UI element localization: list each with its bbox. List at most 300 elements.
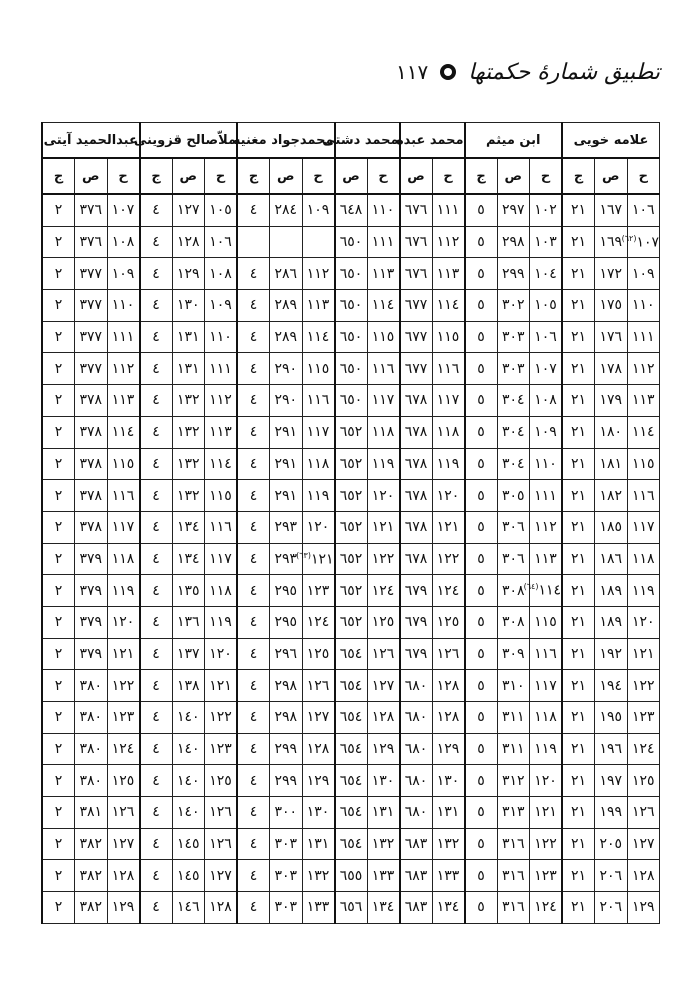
footnote-marker: (٦٤) <box>523 582 539 592</box>
cell-value: ٦٥٦ <box>339 899 363 916</box>
cell-value: ٢٩٣ <box>274 519 298 536</box>
cell-value: ٣٧٨ <box>79 487 103 504</box>
table-cell <box>497 258 530 290</box>
table-cell <box>302 194 335 226</box>
cell-value: ١٣٢ <box>306 867 330 884</box>
table-cell <box>432 733 465 765</box>
table-cell <box>107 828 140 860</box>
table-cell <box>42 353 75 385</box>
cell-value: ١٢١ <box>436 519 460 536</box>
table-cell <box>335 416 368 448</box>
cell-value: ١٢٧ <box>111 836 135 853</box>
cell-value: ٤ <box>152 614 160 631</box>
table-cell <box>237 670 270 702</box>
cell-value: ١٤٥ <box>176 867 200 884</box>
table-cell <box>205 797 238 829</box>
cell-value: ١١٧ <box>306 424 330 441</box>
cell-value: ١١٦ <box>306 392 330 409</box>
cell-value: ٤ <box>249 741 258 758</box>
cell-value: ١٠٩ <box>534 424 557 441</box>
table-cell <box>205 448 238 480</box>
cell-value: ١٤٠ <box>176 772 200 789</box>
table-cell <box>42 226 75 258</box>
cell-value: ٢ <box>54 899 63 916</box>
table-cell <box>205 385 238 417</box>
cell-value: ٢١ <box>570 487 587 504</box>
table-cell <box>107 638 140 670</box>
table-cell <box>400 606 433 638</box>
table-cell <box>497 860 530 892</box>
table-cell <box>302 638 335 670</box>
cell-value: ٥ <box>477 677 485 694</box>
cell-value: ٦٨٠ <box>404 772 428 789</box>
cell-value: ٥ <box>477 392 485 409</box>
table-cell <box>270 226 303 258</box>
table-cell <box>335 638 368 670</box>
cell-value: ٥ <box>477 709 485 726</box>
table-cell <box>465 797 498 829</box>
cell-value: ١٢٣ <box>631 709 655 726</box>
table-cell <box>465 480 498 512</box>
table-cell <box>335 385 368 417</box>
table-cell <box>367 638 400 670</box>
cell-value: ٦٨٠ <box>404 804 428 821</box>
cell-value: ٢٩١ <box>274 455 298 472</box>
table-cell <box>627 194 660 226</box>
cell-value: ٢٨٩ <box>274 297 298 314</box>
cell-value: ١٨٩ <box>599 614 623 631</box>
cell-value: ٤ <box>152 741 160 758</box>
column-header: ص <box>497 158 530 194</box>
table-cell <box>432 448 465 480</box>
table-cell <box>335 575 368 607</box>
table-cell <box>595 892 628 924</box>
cell-value: ٣١٣ <box>501 804 525 821</box>
table-cell <box>42 321 75 353</box>
cell-value: ٤ <box>249 582 258 599</box>
table-cell <box>302 511 335 543</box>
table-cell <box>530 353 563 385</box>
table-cell <box>530 828 563 860</box>
cell-value: ٣٨٢ <box>79 899 103 916</box>
table-cell <box>75 480 108 512</box>
cell-value: ١١٦ <box>534 645 557 662</box>
cell-value: ١٢٥ <box>436 614 460 631</box>
table-cell <box>621 226 660 258</box>
table-cell <box>335 258 368 290</box>
table-cell <box>465 575 498 607</box>
cell-value: ٤ <box>152 772 160 789</box>
cell-value: ١٢٣ <box>534 867 557 884</box>
table-cell <box>562 543 595 575</box>
cell-value: ٢١ <box>570 550 587 567</box>
cell-value: ٢ <box>54 804 63 821</box>
table-cell <box>367 733 400 765</box>
cell-value: ١١٩ <box>111 582 135 599</box>
cell-value: ١٢٠ <box>306 519 330 536</box>
table-cell <box>400 670 433 702</box>
cell-value: ١٢٨ <box>371 709 395 726</box>
cell-value: ١٢٣ <box>209 741 232 758</box>
table-cell <box>270 702 303 734</box>
table-cell <box>237 511 270 543</box>
table-cell <box>432 543 465 575</box>
table-cell <box>205 226 238 258</box>
cell-value: ١٢٢ <box>209 709 232 726</box>
cell-value: ٢١ <box>570 360 587 377</box>
table-cell <box>42 416 75 448</box>
table-cell <box>270 860 303 892</box>
table-cell <box>140 226 173 258</box>
cell-value: ٢ <box>54 582 63 599</box>
table-cell <box>107 258 140 290</box>
table-cell <box>270 828 303 860</box>
table-row <box>42 385 660 417</box>
table-cell <box>302 892 335 924</box>
cell-value: ٣٨٠ <box>79 741 103 758</box>
table-cell <box>302 258 335 290</box>
cell-value: ٦٥٤ <box>339 836 363 853</box>
cell-value: ٦٨٣ <box>404 899 428 916</box>
cell-value: ١٠٧ <box>534 360 557 377</box>
cell-value: ١١٤ <box>631 424 655 441</box>
table-cell <box>75 511 108 543</box>
table-cell <box>627 543 660 575</box>
cell-value: ٤ <box>249 772 258 789</box>
table-cell <box>237 828 270 860</box>
table-row <box>42 258 660 290</box>
cell-value: ٦٥٤ <box>339 677 363 694</box>
cell-value: ١٣١ <box>306 836 330 853</box>
table-cell <box>432 290 465 322</box>
cell-value: ٤ <box>152 645 160 662</box>
cell-value: ١١٠ <box>371 202 395 219</box>
table-cell <box>627 353 660 385</box>
table-cell <box>172 797 205 829</box>
cell-value: ١١٤ <box>538 582 561 599</box>
table-cell <box>562 416 595 448</box>
cell-value: ٢١ <box>570 582 587 599</box>
cell-value: ١١٨ <box>534 709 557 726</box>
table-cell <box>400 765 433 797</box>
cell-value: ١٢١ <box>371 519 395 536</box>
cell-value: ٥ <box>477 645 485 662</box>
cell-value: ١٢٢ <box>631 677 655 694</box>
table-cell <box>75 290 108 322</box>
table-cell <box>367 543 400 575</box>
table-cell <box>595 828 628 860</box>
cell-value: ٢١ <box>570 677 587 694</box>
column-header: ص <box>172 158 205 194</box>
table-cell <box>140 448 173 480</box>
table-cell <box>237 353 270 385</box>
cell-value: ١١٣ <box>371 265 395 282</box>
column-header: ص <box>270 158 303 194</box>
cell-value: ٦٧٧ <box>404 297 428 314</box>
table-cell <box>42 797 75 829</box>
table-cell <box>140 258 173 290</box>
table-cell <box>42 290 75 322</box>
table-cell <box>205 194 238 226</box>
table-cell <box>140 638 173 670</box>
table-cell <box>627 828 660 860</box>
table-cell <box>595 385 628 417</box>
table-cell <box>497 480 530 512</box>
table-row <box>42 575 660 607</box>
cell-value: ١١٢ <box>631 360 655 377</box>
table-cell <box>75 638 108 670</box>
cell-value: ١١٧ <box>371 392 395 409</box>
table-cell <box>465 385 498 417</box>
footnote-marker: (٦٣) <box>296 550 311 560</box>
cell-value: ٣٠٣ <box>501 329 525 346</box>
cell-value: ٢١ <box>570 265 587 282</box>
cell-value: ١٠٨ <box>209 265 232 282</box>
cell-value: ١٧٢ <box>599 265 623 282</box>
cell-value: ١٢٧ <box>306 709 330 726</box>
column-header: ص <box>595 158 628 194</box>
table-row <box>42 353 660 385</box>
cell-value: ٢ <box>54 645 63 662</box>
cell-value: ٢ <box>54 392 63 409</box>
cell-value: ١٢٩ <box>631 899 655 916</box>
table-cell <box>107 606 140 638</box>
cell-value: ١٢٢ <box>111 677 135 694</box>
cell-value: ١٨١ <box>599 455 623 472</box>
cell-value: ١٢٩ <box>176 265 200 282</box>
table-cell <box>107 448 140 480</box>
cell-value: ٣١٦ <box>501 867 525 884</box>
cell-value: ٦٥٢ <box>339 614 363 631</box>
cell-value: ١٧٨ <box>599 360 623 377</box>
cell-value: ٣٨١ <box>79 804 103 821</box>
table-cell <box>270 638 303 670</box>
table-cell <box>172 385 205 417</box>
table-cell <box>465 638 498 670</box>
group-header: محمد عبده <box>400 123 465 159</box>
cell-value: ١٠٧ <box>636 234 659 251</box>
table-cell <box>172 892 205 924</box>
cell-value: ١٣٢ <box>176 392 200 409</box>
table-cell <box>595 353 628 385</box>
cell-value: ٣٠٨ <box>501 582 525 599</box>
cell-value: ٤ <box>152 867 160 884</box>
table-cell <box>595 733 628 765</box>
cell-value: ٢١ <box>570 234 587 251</box>
cell-value: ٢١ <box>570 804 587 821</box>
cell-value: ١٨٦ <box>599 550 623 567</box>
table-cell <box>432 575 465 607</box>
cell-value: ١٢٤ <box>371 582 395 599</box>
cell-value: ١٣٤ <box>176 550 200 567</box>
table-cell <box>530 797 563 829</box>
table-cell <box>172 258 205 290</box>
table-cell <box>562 606 595 638</box>
table-cell <box>432 797 465 829</box>
table-cell <box>400 448 433 480</box>
cell-value: ١١٤ <box>306 329 330 346</box>
cell-value: ٤ <box>249 899 258 916</box>
cell-value: ٢٩١ <box>274 487 298 504</box>
table-cell <box>270 448 303 480</box>
cell-value: ٢١ <box>570 741 587 758</box>
table-cell <box>335 892 368 924</box>
table-cell <box>270 765 303 797</box>
table-cell <box>140 321 173 353</box>
table-cell <box>42 828 75 860</box>
cell-value: ١٢٦ <box>209 836 232 853</box>
table-cell <box>367 828 400 860</box>
column-header: ح <box>302 158 335 194</box>
cell-value: ٢ <box>54 519 63 536</box>
cell-value: ١٢٢ <box>436 550 460 567</box>
table-cell <box>627 860 660 892</box>
table-cell <box>42 702 75 734</box>
table-cell <box>367 892 400 924</box>
table-cell <box>562 480 595 512</box>
table-row <box>42 606 660 638</box>
table-cell <box>530 480 563 512</box>
cell-value: ١٢٦ <box>209 804 232 821</box>
table-cell <box>595 543 628 575</box>
cell-value: ٢١ <box>570 772 587 789</box>
table-cell <box>335 765 368 797</box>
table-cell <box>270 385 303 417</box>
table-cell <box>432 828 465 860</box>
cell-value: ٥ <box>477 899 485 916</box>
table-cell <box>172 353 205 385</box>
column-header: ح <box>107 158 140 194</box>
cell-value: ١٢١ <box>209 677 232 694</box>
cell-value: ١٢٥ <box>371 614 395 631</box>
table-cell <box>205 733 238 765</box>
table-cell <box>42 385 75 417</box>
cell-value: ٢ <box>54 234 63 251</box>
table-cell <box>107 543 140 575</box>
table-cell <box>107 290 140 322</box>
table-cell <box>530 765 563 797</box>
cell-value: ٦٥٢ <box>339 519 363 536</box>
cell-value: ٦٥٤ <box>339 772 363 789</box>
cell-value: ٢ <box>54 772 63 789</box>
table-cell <box>270 797 303 829</box>
cell-value: ١٠٩ <box>111 265 135 282</box>
cell-value: ١١٤ <box>209 455 232 472</box>
table-cell <box>205 543 238 575</box>
cell-value: ٢١ <box>570 519 587 536</box>
cell-value: ٥ <box>477 202 485 219</box>
cell-value: ١١٦ <box>371 360 395 377</box>
table-cell <box>237 226 270 258</box>
table-cell <box>530 543 563 575</box>
cell-value: ٤ <box>152 582 160 599</box>
cell-value: ١١٨ <box>111 550 135 567</box>
table-cell <box>172 416 205 448</box>
table-cell <box>627 606 660 638</box>
table-cell <box>497 543 530 575</box>
table-cell <box>270 321 303 353</box>
table-row <box>42 828 660 860</box>
table-cell <box>465 321 498 353</box>
cell-value: ٢٩٧ <box>501 202 525 219</box>
cell-value: ٥ <box>477 360 485 377</box>
table-cell <box>302 765 335 797</box>
table-cell <box>432 416 465 448</box>
group-header: ملاّصالح قزوينى <box>140 123 238 159</box>
group-header: علامه خويى <box>562 123 660 159</box>
table-cell <box>400 226 433 258</box>
cell-value: ٦٥٢ <box>339 424 363 441</box>
cell-value: ٤ <box>152 360 160 377</box>
table-cell <box>400 892 433 924</box>
cell-value: ٢ <box>54 329 63 346</box>
cell-value: ٣٧٩ <box>79 614 103 631</box>
table-cell <box>42 448 75 480</box>
table-body <box>42 194 660 923</box>
cell-value: ٢ <box>54 836 63 853</box>
cell-value: ٦٥٠ <box>339 329 363 346</box>
cell-value: ٣٧٨ <box>79 455 103 472</box>
table-cell <box>302 702 335 734</box>
cell-value: ١١٢ <box>436 234 460 251</box>
table-cell <box>562 797 595 829</box>
table-cell <box>107 385 140 417</box>
table-cell <box>270 290 303 322</box>
table-cell <box>42 511 75 543</box>
table-cell <box>335 543 368 575</box>
table-cell <box>400 385 433 417</box>
cell-value: ٦٥٠ <box>339 297 363 314</box>
cell-value: ١٢١ <box>631 645 655 662</box>
table-cell <box>432 353 465 385</box>
cell-value: ١٣٠ <box>371 772 395 789</box>
page-number: ١١٧ <box>396 60 429 84</box>
cell-value: ١٠٦ <box>209 234 232 251</box>
cell-value: ١١٦ <box>209 519 232 536</box>
cell-value: ٢١ <box>570 392 587 409</box>
table-cell <box>205 416 238 448</box>
cell-value: ١٢١ <box>310 551 334 568</box>
cell-value: ١٩٧ <box>599 772 623 789</box>
table-cell <box>172 860 205 892</box>
table-cell <box>107 702 140 734</box>
cell-value: ٦٧٩ <box>404 614 428 631</box>
table-cell <box>270 670 303 702</box>
cell-value: ٣٠٠ <box>274 804 298 821</box>
cell-value: ١٢٩ <box>306 772 330 789</box>
cell-value: ٥ <box>477 455 485 472</box>
cell-value: ١١٣ <box>436 265 460 282</box>
cell-value: ٦٨٣ <box>404 836 428 853</box>
table-cell <box>530 416 563 448</box>
table-cell <box>335 480 368 512</box>
cell-value: ٢٨٦ <box>274 265 298 282</box>
cell-value: ١١١ <box>209 360 232 377</box>
cell-value: ١٢٢ <box>534 836 557 853</box>
table-cell <box>140 765 173 797</box>
table-cell <box>237 765 270 797</box>
cell-value: ٣٧٩ <box>79 550 103 567</box>
cell-value: ٢٠٦ <box>599 899 623 916</box>
cell-value: ٣٨٠ <box>79 772 103 789</box>
table-cell <box>595 448 628 480</box>
table-cell <box>465 892 498 924</box>
cell-value: ٢١ <box>570 329 587 346</box>
table-cell <box>432 480 465 512</box>
table-cell <box>432 385 465 417</box>
cell-value: ٤ <box>152 297 160 314</box>
cell-value: ١٠٨ <box>534 392 557 409</box>
